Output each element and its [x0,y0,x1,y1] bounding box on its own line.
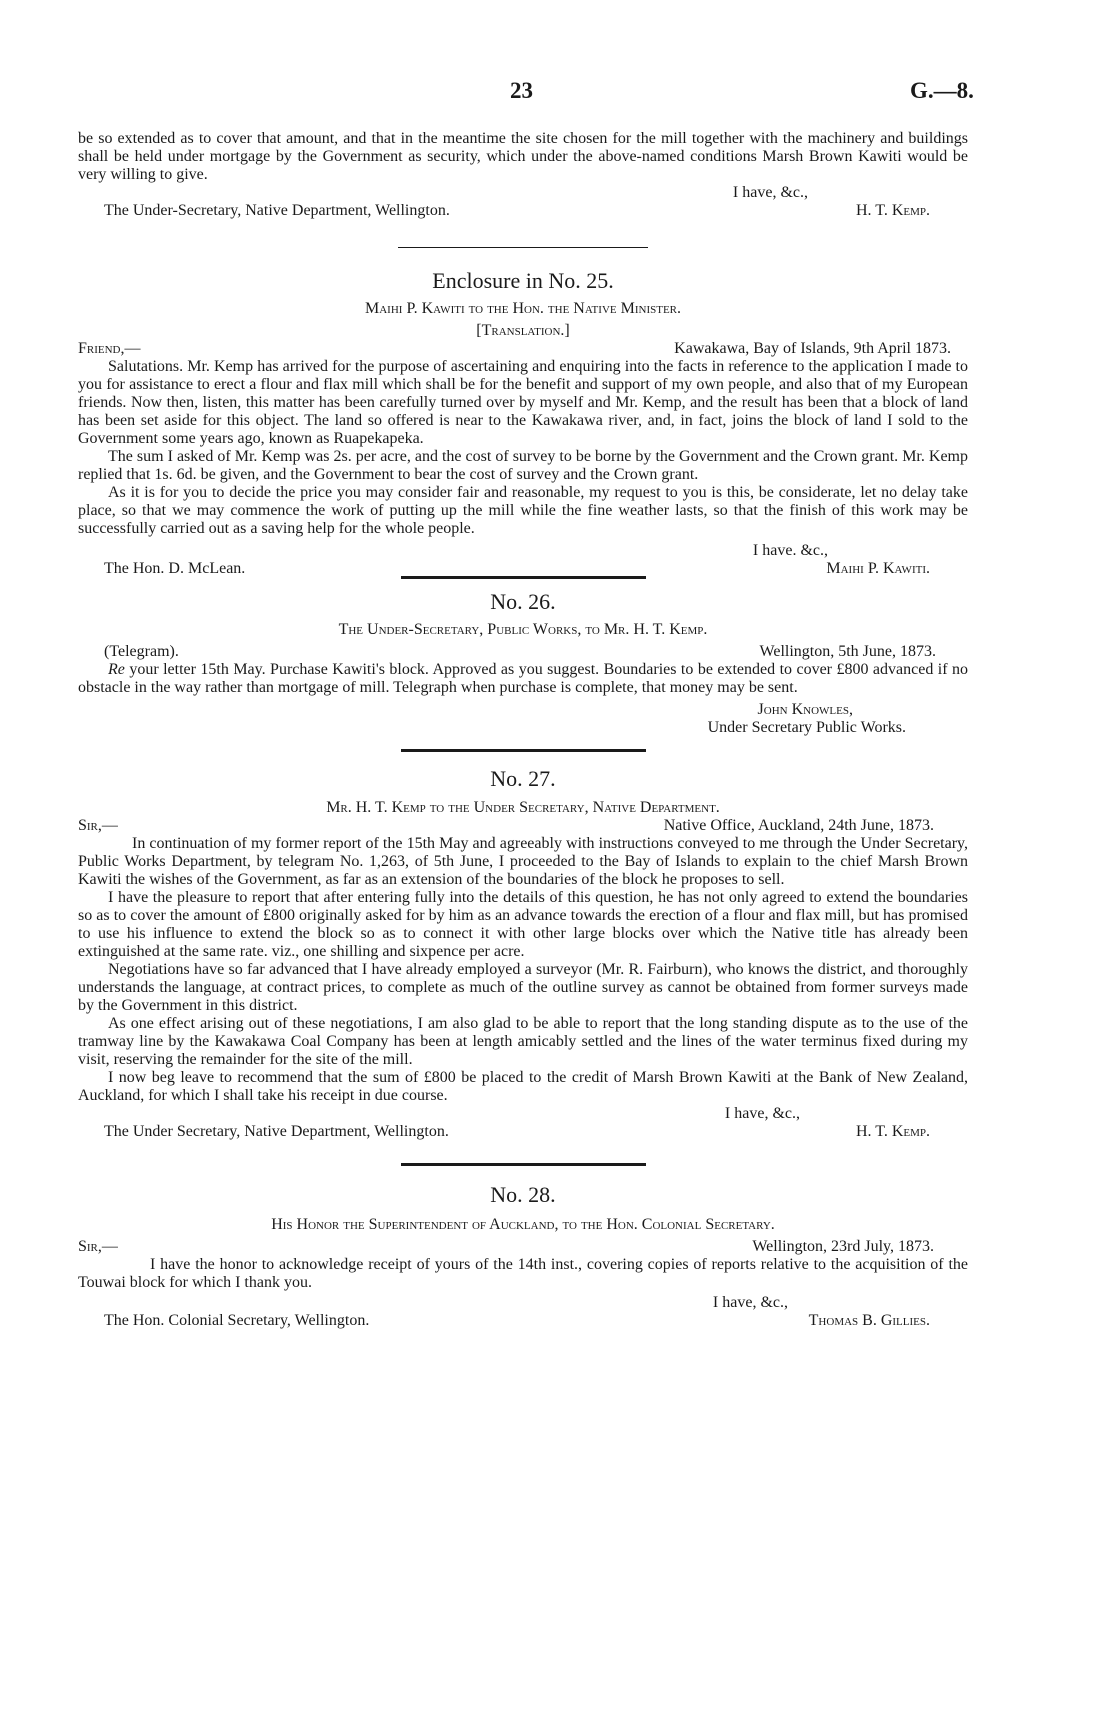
section-divider [398,247,648,248]
section-title: Enclosure in No. 25. [432,268,614,293]
paragraph: In continuation of my former report of the 15th May and agreeably with instructions conveyed to me through the Under Secretary, Public Works Department, by telegram No. 1,263, of 5th June, I proceeded to the Bay of Islands to explain to the chief Marsh Brown Kawiti the wishes of the Government, as far as an extension of the boundaries of the block he proposes to sell. [78,835,968,888]
paragraph: I have the pleasure to report that after entering fully into the details of this question, he has not only agreed to extend the boundaries so as to cover the amount of £800 originally asked for by him as an advance towards the erection of a flour and flax mill, but has promised to use his influence to extend the block so as to connect it with other large blocks over which the Native title has already been extinguished at the same rate. viz., one shilling and sixpence per acre. [78,889,968,960]
letter-closing: I have, &c., [724,1105,800,1122]
paragraph: I now beg leave to recommend that the sum of £800 be placed to the credit of Marsh Brown Kawiti at the Bank of New Zealand, Auckland, for which I shall take his receipt in due course. [78,1069,968,1104]
letter-signature: H. T. Kemp. [855,202,930,219]
section-divider [401,1163,646,1166]
letter-closing: I have. &c., [752,542,828,559]
dateline: Wellington, 23rd July, 1873. [752,1238,934,1255]
telegram-text: your letter 15th May. Purchase Kawiti's block. Approved as you suggest. Boundaries to be extended to cover £800 advanced if no obstacle in the way rather than mortgage of mill. Telegraph when purchase is complete, that money may be sent. [78,661,968,696]
salutation-row [78,340,951,358]
item-27 [78,766,968,1141]
dateline: Wellington, 5th June, 1873. [759,643,936,660]
letter-closing: I have, &c., [712,1294,788,1311]
paragraph: As one effect arising out of these negotiations, I am also glad to be able to report that the long standing dispute as to the use of the tramway line by the Kawakawa Coal Company has been at length amicably settled and the lines of the water terminus fixed during my visit, reserving the remainder for the site of the mill. [78,1015,968,1068]
salutation-row [78,817,934,835]
telegram-label: (Telegram). [104,643,179,660]
paragraph: Salutations. Mr. Kemp has arrived for the purpose of ascertaining and enquiring into the facts in reference to the application I made to you for assistance to erect a flour and flax mill which shall be for the benefit and support of my own people, and also that of my European friends. Now then, listen, this matter has been carefully turned over by myself and Mr. Kemp, and the result has been that a block of land has been set aside for this object. The land so offered is near to the Kawakawa river, and, in fact, joins the block of land I sold to the Government some years ago, known as Ruapekapeka. [78,358,968,447]
section-from-to: The Under-Secretary, Public Works, to Mr. H. T. Kemp. [338,621,708,638]
document-reference: G.—8. [910,78,974,103]
letter-addressee: The Hon. Colonial Secretary, Wellington. [104,1312,370,1329]
section-from-to: His Honor the Superintendent of Auckland, to the Hon. Colonial Secretary. [271,1216,775,1233]
re-prefix: Re [108,661,125,678]
section-from-to: Mr. H. T. Kemp to the Under Secretary, Native Department. [326,799,720,816]
letter-signature: Thomas B. Gillies. [808,1312,930,1329]
paragraph: I have the honor to acknowledge receipt of yours of the 14th inst., covering copies of reports relative to the acquisition of the Touwai block for which I thank you. [78,1256,968,1291]
signature-row [78,1123,930,1141]
telegram-body [78,661,968,697]
telegram-signature-title: Under Secretary Public Works. [707,719,906,736]
section-divider [401,749,646,752]
translation-note: [Translation.] [476,322,570,339]
salutation-row [78,1238,934,1256]
continued-paragraph: be so extended as to cover that amount, and that in the meantime the site chosen for the mill together with the machinery and buildings shall be held under mortgage by the Government as security, which under the above-named conditions Marsh Brown Kawiti would be very willing to give. [78,130,968,183]
item-26 [78,589,968,737]
page-content [78,130,968,1330]
letter-addressee: The Under-Secretary, Native Department, Wellington. [104,202,450,219]
telegram-signature-name: John Knowles, [757,701,853,718]
telegram-row [78,643,936,661]
dateline: Native Office, Auckland, 24th June, 1873. [663,817,934,834]
paragraph: As it is for you to decide the price you may consider fair and reasonable, my request to you is this, be considerate, let no delay take place, so that we may commence the work of putting up the mill while the fine weather lasts, so that the finish of this work may be successfully carried out as a saving help for the whole people. [78,484,968,537]
letter-closing: I have, &c., [732,184,808,201]
section-title: No. 27. [490,766,556,791]
letter-addressee: The Hon. D. McLean. [104,560,246,577]
dateline: Kawakawa, Bay of Islands, 9th April 1873. [674,340,951,357]
salutation: Sir,— [78,1238,118,1255]
section-divider [401,576,646,579]
item-28 [78,1182,968,1330]
paragraph: The sum I asked of Mr. Kemp was 2s. per acre, and the cost of survey to be borne by the Government and the Crown grant. Mr. Kemp replied that 1s. 6d. be given, and the Government to bear the cost of survey and the Crown grant. [78,448,968,483]
signature-row [78,202,930,220]
letter-signature: Maihi P. Kawiti. [826,560,930,577]
paragraph: Negotiations have so far advanced that I have already employed a surveyor (Mr. R. Fairburn), who knows the district, and thoroughly understands the language, at contract prices, to complete as much of the outline survey as cannot be obtained from former surveys made by the Government in this district. [78,961,968,1014]
signature-row [78,1312,930,1330]
section-title: No. 28. [490,1182,556,1207]
enclosure-25 [78,268,968,578]
salutation: Sir,— [78,817,118,834]
telegram-signature [78,701,968,719]
section-from-to: Maihi P. Kawiti to the Hon. the Native Minister. [365,300,681,317]
section-title: No. 26. [490,589,556,614]
continued-letter [78,130,968,220]
salutation: Friend,— [78,340,141,357]
letter-signature: H. T. Kemp. [855,1123,930,1140]
page-number: 23 [510,78,533,103]
letter-addressee: The Under Secretary, Native Department, Wellington. [104,1123,449,1140]
